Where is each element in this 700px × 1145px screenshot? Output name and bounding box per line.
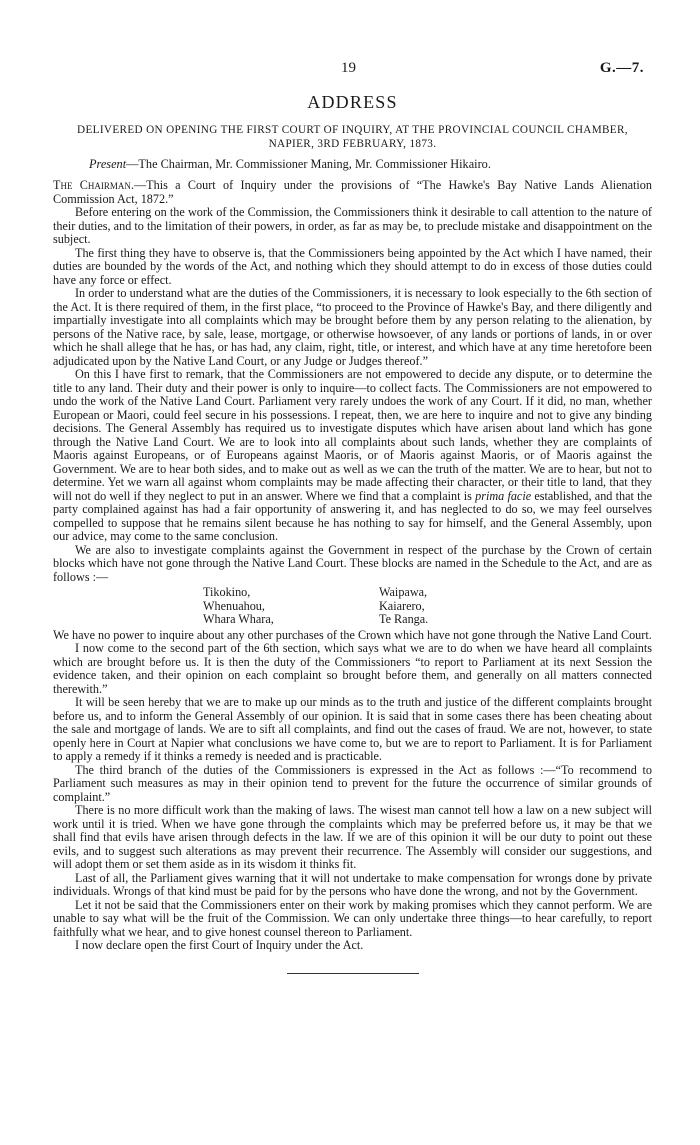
attendance-line [53,157,652,172]
paragraph [53,368,652,544]
paragraph-text: established, and that the party complained against has had a fair opportunity of answering it, and has neglected to do so, we may feel ourselves compelled to suppose that he remains silent because he has nothing to say for himself, and the General Assembly, upon our advice, may come to the same conclusion. [53,488,652,543]
paragraph: Last of all, the Parliament gives warning that it will not undertake to make compensation for wrongs done by private individuals. Wrongs of that kind must be paid for by the persons who have done the wrong, and not by the Government. [53,870,652,898]
address-body [53,179,652,953]
document-title: ADDRESS [307,92,398,112]
block-name: Whenuahou, [203,598,265,613]
paragraph: There is no more difficult work than the making of laws. The wisest man cannot tell how a law on a new subject will work until it is tried. When we have gone through the complaints which may be preferred before us, it may be that we shall find that evils have arisen through defects in the law. If we are of this opinion it will be our duty to point out these evils, and to suggest such alterations as may prevent their recurrence. The Assembly will consider our suggestions, and will adopt them or set them aside as in its wisdom it thinks fit. [53,803,652,871]
paragraph-text: On this I have first to remark, that the Commissioners are not empowered to decide any dispute, or to determine the title to any land. Their duty and their power is only to inquire—to collect facts. The Commissioners are not empowered to undo the work of the Native Land Court. Parliament very rarely undoes the work of any Court. If it did, no man, whether European or Maori, could feel secure in his possessions. I repeat, then, we are here to inquire and not to give any binding decisions. The General Assembly has required us to investigate disputes which have arisen about land which has gone through the Native Land Court. We are to look into all complaints about such lands, whether they are complaints of Maoris against Europeans, or of Europeans against Maoris, or of Maoris against Maoris, or of Maoris against the Government. We are to hear both sides, and to make out as well as we can the truth of the matter. We are to hear, but not to determine. Yet we warn all against whom complaints may be made affecting their character, or their title to land, that they will not do well if they neglect to put in an answer. Where we find that a complaint is [53,367,652,503]
document-subtitle: DELIVERED ON OPENING THE FIRST COURT OF INQUIRY, AT THE PROVINCIAL COUNCIL CHAMBER, NAPIER, 3RD FEBRUARY, 1873. [77,124,628,150]
paragraph: I now come to the second part of the 6th section, which says what we are to do when we have heard all complaints which are brought before us. It is then the duty of the Commissioners “to report to Parliament at its next Session the evidence taken, and their opinion on each complaint so brought before them, and generally on all matters connected therewith.” [53,641,652,696]
block-name: Kaiarero, [379,598,425,613]
paragraph: We are also to investigate complaints against the Government in respect of the purchase by the Crown of certain blocks which have not gone through the Native Land Court. These blocks are named in the Schedule to the Act, and are as follows :— [53,542,652,584]
present-label: Present [89,157,127,171]
opening-paragraph [53,179,652,206]
paragraph: Let it not be said that the Commissioners enter on their work by making promises which they cannot perform. We are unable to say what will be the fruit of the Commission. We can only undertake three things—to hear carefully, to report faithfully what we hear, and to give honest counsel thereon to Parliament. [53,897,652,939]
paragraph: Before entering on the work of the Commission, the Commissioners think it desirable to call attention to the nature of their duties, and to the limitation of their powers, in order, as far as may be, to preclude mistake and disappointment on the subject. [53,205,652,246]
paragraph: In order to understand what are the duties of the Commissioners, it is necessary to look especially to the 6th section of the Act. It is there required of them, in the first place, “to proceed to the Province of Hawke's Bay, and there diligently and impartially investigate into all complaints which may be brought before them by any person relating to the alienation, by persons of the Native race, by sale, lease, mortgage, or otherwise howsoever, of any lands or portions of lands, in or over which he shall allege that he has, or has had, any claim, right, title, or interest, and which have at any time heretofore been adjudicated upon by the Native Land Court, or any Judge or Judges thereof.” [53,286,652,368]
page-number: 19 [341,60,356,76]
present-text: —The Chairman, Mr. Commissioner Maning, Mr. Commissioner Hikairo. [126,157,491,171]
block-name: Te Ranga. [379,612,429,626]
closing-paragraph: I now declare open the first Court of Inquiry under the Act. [75,938,364,952]
italic-phrase: prima facie [475,488,532,503]
paragraph: The first thing they have to observe is, that the Commissioners being appointed by the Act which I have named, their duties are bounded by the words of the Act, and nothing which they should attempt to do in excess of those duties could have any force or effect. [53,245,652,287]
block-name: Waipawa, [379,585,428,599]
block-name: Whara Whara, [203,612,274,626]
opening-text: .—This a Court of Inquiry under the provisions of “The Hawke's Bay Native Lands Alienation Commission Act, 1872.” [53,178,652,206]
paragraph: The third branch of the duties of the Commissioners is expressed in the Act as follows :—“To recommend to Parliament such measures as may in their opinion tend to prevent for the future the occurrence of similar grounds of complaint.” [53,762,652,804]
schedule-blocks-list [203,586,652,627]
page-header [53,56,652,78]
paragraph: It will be seen hereby that we are to make up our minds as to the truth and justice of the different complaints brought before us, and to inform the General Assembly of our opinion. It is said that in some cases there has been cheating about the sale and mortgage of lands. We are to sift all complaints, and find out the cases of fraud. We are not, however, to state openly here in Court at Napier what conclusions we have come to, but we are to report to Parliament. It is for Parliament to apply a remedy if it thinks a remedy is needed and is practicable. [53,695,652,763]
document-code: G.—7. [599,60,644,76]
block-name: Tikokino, [203,585,251,599]
closing-rule [287,973,419,974]
paragraph: We have no power to inquire about any other purchases of the Crown which have not gone through the Native Land Court. [53,627,652,642]
speaker-label: The Chairman [53,178,131,192]
